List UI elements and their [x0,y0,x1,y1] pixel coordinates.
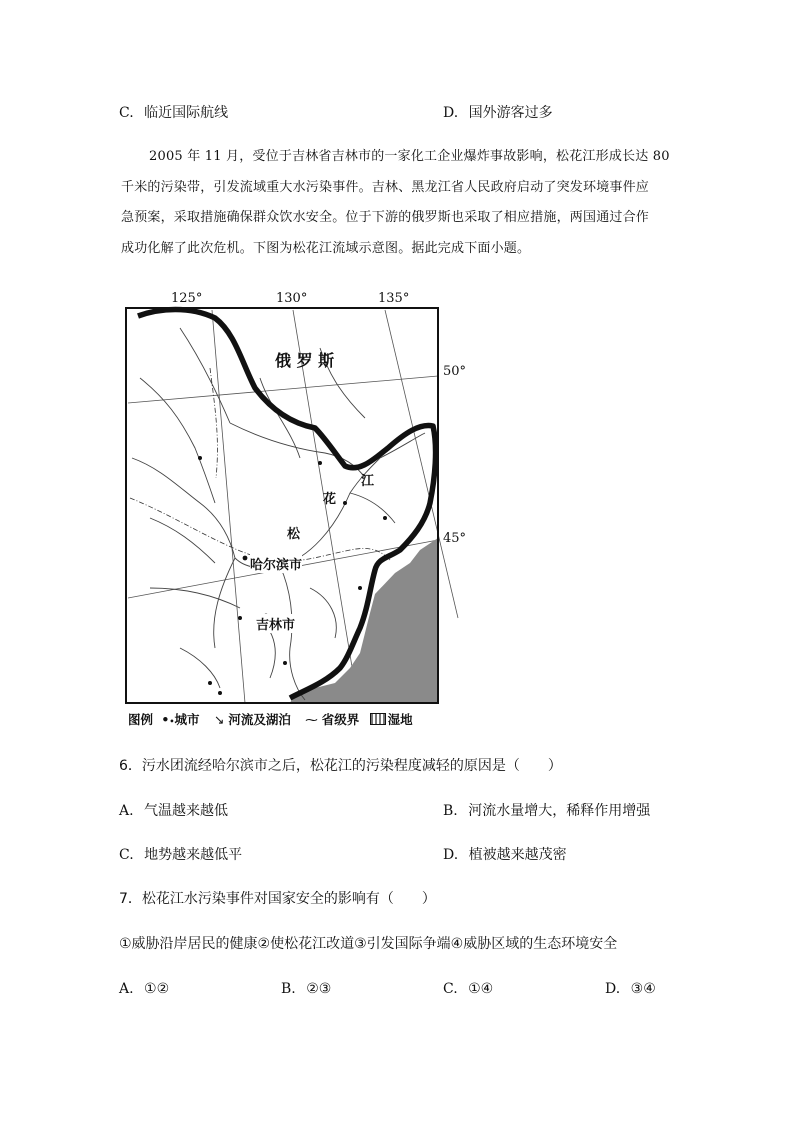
legend-city-icon: • [161,712,170,727]
option-text: ①② [144,981,170,997]
q6-option-c [119,845,242,865]
passage-line-4: 成功化解了此次危机。下图为松花江流域示意图。据此完成下面小题。 [121,240,531,256]
option-letter: C. [443,981,458,997]
legend-wetland: 湿地 [387,712,413,727]
option-text: 河流水量增大，稀释作用增强 [468,803,651,819]
passage [121,142,681,264]
q6-option-d [443,845,567,865]
option-text: 临近国际航线 [144,105,229,121]
legend-title: 图例 [128,712,154,727]
legend-boundary: 省级界 [321,712,360,727]
option-letter: C. [119,105,134,121]
q7-option-a [119,979,169,999]
river-char-jiang: 江 [361,474,375,489]
option-text: 地势越来越低平 [144,847,243,863]
river-char-song: 松 [287,527,301,542]
option-text: ③④ [630,981,656,997]
city-label-harbin: 哈尔滨市 [250,554,302,573]
lon-label-135: 135° [378,291,410,306]
city-dot [383,516,387,520]
q6-stem: 6．污水团流经哈尔滨市之后，松花江的污染程度减轻的原因是（ ） [119,758,562,774]
lat-label-45: 45° [443,531,467,546]
city-dot [208,681,212,685]
legend-river-icon: ↘ [213,712,225,727]
option-letter: D. [443,105,459,121]
option-letter: A. [119,981,134,997]
legend-boundary-icon: ⁓ [305,712,318,727]
legend-city: 城市 [174,712,200,727]
q6-option-b [443,801,650,821]
legend-river: 河流及湖泊 [228,712,291,727]
lon-label-125: 125° [171,291,203,306]
q7-option-b [281,979,331,999]
q7-option-d [605,979,656,999]
option-letter: D. [605,981,621,997]
songhua-river-basin-map [120,288,467,728]
river-char-hua: 花 [323,492,337,507]
city-dot-harbin [243,556,248,561]
legend-wetland-icon [370,713,386,725]
map-legend [128,710,417,728]
city-dot [198,456,202,460]
city-dot [358,586,362,590]
passage-line-3: 急预案，采取措施确保群众饮水安全。位于下游的俄罗斯也采取了相应措施，两国通过合作 [121,210,650,225]
option-letter: B. [443,803,458,819]
prev-option-d [443,103,553,123]
option-letter: C. [119,847,134,863]
option-text: 国外游客过多 [468,105,553,121]
q7-option-c [443,979,493,999]
lat-label-50: 50° [443,364,467,379]
option-text: 植被越来越茂密 [468,847,567,863]
passage-line-2: 千米的污染带，引发流域重大水污染事件。吉林、黑龙江省人民政府启动了突发环境事件应 [121,179,650,195]
country-label-russia: 俄 罗 斯 [275,351,335,370]
passage-line-1: 2005 年 11 月，受位于吉林省吉林市的一家化工企业爆炸事故影响，松花江形成长达 80 [149,149,670,164]
city-dot [343,501,347,505]
option-text: ①④ [468,981,494,997]
option-text: 气温越来越低 [144,803,229,819]
legend-city-icon: • [169,717,175,726]
q7-stem: 7．松花江水污染事件对国家安全的影响有（ ） [119,891,436,907]
option-text: ②③ [306,981,332,997]
option-letter: A. [119,803,134,819]
lon-label-130: 130° [276,291,308,306]
option-letter: D. [443,847,459,863]
city-dot [218,691,222,695]
prev-option-c [119,103,228,123]
city-dot [318,461,322,465]
q7-statements: ①威胁沿岸居民的健康②使松花江改道③引发国际争端④威胁区域的生态环境安全 [119,936,618,952]
city-dot [238,616,242,620]
option-letter: B. [281,981,296,997]
city-label-jilin: 吉林市 [256,614,295,633]
city-dot [283,661,287,665]
q6-option-a [119,801,228,821]
